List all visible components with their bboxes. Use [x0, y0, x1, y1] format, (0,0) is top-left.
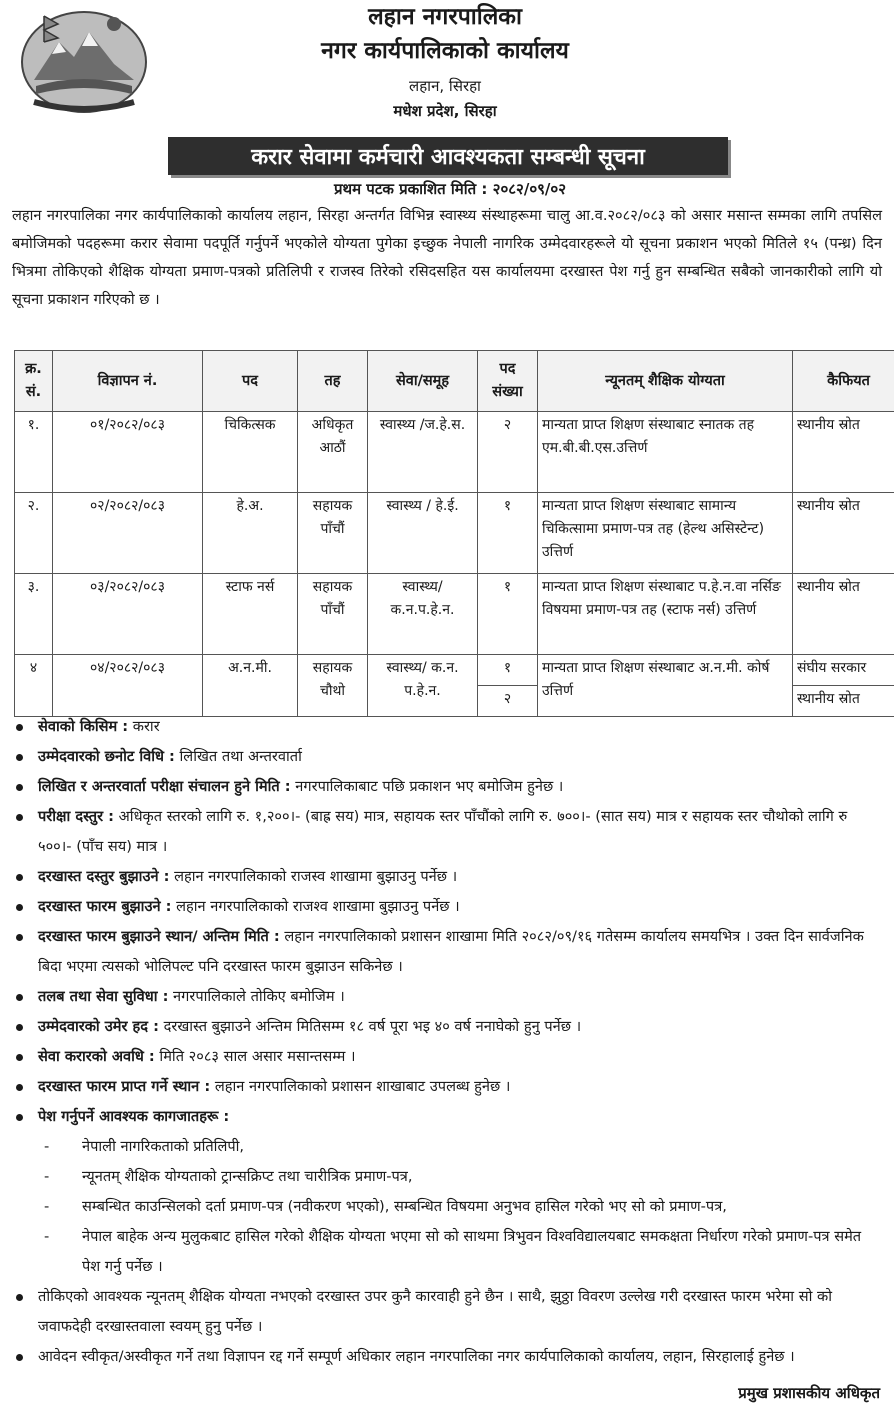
- vacancy-table: [14, 350, 894, 717]
- table-cell: हे.अ.: [203, 493, 298, 574]
- table-header: तह: [298, 351, 368, 412]
- note-text: तोकिएको आवश्यक न्यूनतम् शैक्षिक योग्यता नभएको दरखास्त उपर कुनै कारवाही हुने छैन । साथै, झुठ्ठा विवरण उल्लेख गरी दरखास्त फारम भरेमा सो को जवाफदेही दरखास्तवाला स्वयम् हुनु पर्नेछ ।: [38, 1288, 832, 1335]
- table-cell: ३.: [15, 574, 53, 655]
- signature-title: प्रमुख प्रशासकीय अधिकृत: [738, 1384, 880, 1402]
- document-text: न्यूनतम् शैक्षिक योग्यताको ट्रान्सक्रिप्ट तथा चारीत्रिक प्रमाण-पत्र,: [82, 1168, 413, 1185]
- table-cell: सहायक पाँचौं: [298, 574, 368, 655]
- item-text: लहान नगरपालिकाको राजश्व शाखामा बुझाउनु पर्नेछ ।: [171, 898, 460, 915]
- item-text: नगरपालिकाबाट पछि प्रकाशन भए बमोजिम हुनेछ ।: [290, 778, 564, 795]
- table-cell: स्थानीय स्रोत: [793, 574, 894, 655]
- table-header: न्यूनतम् शैक्षिक योग्यता: [538, 351, 793, 412]
- table-cell: १: [478, 655, 538, 686]
- item-label: लिखित र अन्तरवार्ता परीक्षा संचालन हुने मिति :: [38, 778, 291, 795]
- table-cell: मान्यता प्राप्त शिक्षण संस्थाबाट प.हे.न.वा नर्सिङ विषयमा प्रमाण-पत्र तह (स्टाफ नर्स) उत्तिर्ण: [538, 574, 793, 655]
- table-header: पद संख्या: [478, 351, 538, 412]
- document-item: [12, 1162, 882, 1192]
- table-cell: ०१/२०८२/०८३: [53, 412, 203, 493]
- table-cell: मान्यता प्राप्त शिक्षण संस्थाबाट स्नातक तह एम.बी.बी.एस.उत्तिर्ण: [538, 412, 793, 493]
- bullet-icon: [16, 934, 23, 941]
- table-header: सेवा/समूह: [368, 351, 478, 412]
- bullet-icon: [16, 724, 23, 731]
- table-row: [15, 412, 894, 493]
- table-cell: २: [478, 412, 538, 493]
- bullet-icon: [16, 1294, 23, 1301]
- table-cell: १.: [15, 412, 53, 493]
- item-label: उम्मेदवारको उमेर हद :: [38, 1018, 159, 1035]
- list-item: [12, 1072, 882, 1102]
- table-cell: सहायक चौथो: [298, 655, 368, 717]
- notice-title: करार सेवामा कर्मचारी आवश्यकता सम्बन्धी सूचना: [168, 137, 728, 175]
- table-cell: स्टाफ नर्स: [203, 574, 298, 655]
- table-cell: १: [478, 574, 538, 655]
- bullet-icon: [16, 1054, 23, 1061]
- list-item: [12, 772, 882, 802]
- dash-icon: -: [44, 1138, 50, 1155]
- document-item: [12, 1132, 882, 1162]
- list-item: [12, 712, 882, 742]
- item-label: दरखास्त दस्तुर बुझाउने :: [38, 868, 170, 885]
- table-cell: संघीय सरकार: [793, 655, 894, 686]
- table-cell: सहायक पाँचौं: [298, 493, 368, 574]
- bullet-icon: [16, 754, 23, 761]
- item-text: लहान नगरपालिकाको राजस्व शाखामा बुझाउनु पर्नेछ ।: [169, 868, 458, 885]
- list-item: [12, 1042, 882, 1072]
- list-item: [12, 982, 882, 1012]
- item-label: पेश गर्नुपर्ने आवश्यक कागजातहरू :: [38, 1108, 230, 1125]
- item-label: उम्मेदवारको छनोट विधि :: [38, 748, 175, 765]
- list-item: [12, 1012, 882, 1042]
- bullet-icon: [16, 1114, 23, 1121]
- dash-icon: -: [44, 1168, 50, 1185]
- dash-icon: -: [44, 1198, 50, 1215]
- table-header-row: [15, 351, 894, 412]
- details-list: [12, 712, 882, 1372]
- list-item: [12, 1342, 882, 1372]
- table-row: [15, 493, 894, 574]
- table-cell: स्थानीय स्रोत: [793, 493, 894, 574]
- table-header: क्र. सं.: [15, 351, 53, 412]
- bullet-icon: [16, 1354, 23, 1361]
- table-header: विज्ञापन नं.: [53, 351, 203, 412]
- publish-date: प्रथम पटक प्रकाशित मिति : २०८२/०९/०२: [333, 180, 567, 198]
- item-label: परीक्षा दस्तुर :: [38, 808, 114, 825]
- document-item: [12, 1222, 882, 1282]
- table-cell: स्वास्थ्य/ क.न.प.हे.न.: [368, 574, 478, 655]
- item-label: तलब तथा सेवा सुविधा :: [38, 988, 169, 1005]
- item-label: दरखास्त फारम बुझाउने :: [38, 898, 172, 915]
- table-cell: चिकित्सक: [203, 412, 298, 493]
- note-text: आवेदन स्वीकृत/अस्वीकृत गर्ने तथा विज्ञापन रद्द गर्ने सम्पूर्ण अधिकार लहान नगरपालिका नगर कार्यपालिकाको कार्यालय, लहान, सिरहालाई हुनेछ ।: [38, 1348, 795, 1365]
- document-text: सम्बन्धित काउन्सिलको दर्ता प्रमाण-पत्र (नवीकरण भएको), सम्बन्धित विषयमा अनुभव हासिल गरेको भए सो को प्रमाण-पत्र,: [82, 1198, 727, 1215]
- list-item: [12, 802, 882, 862]
- office-name: नगर कार्यपालिकाको कार्यालय: [321, 38, 569, 64]
- item-label: सेवा करारको अवधि :: [38, 1048, 155, 1065]
- item-text: अधिकृत स्तरको लागि रु. १,२००।- (बाह्र सय) मात्र, सहायक स्तर पाँचौंको लागि रु. ७००।- (सात सय) मात्र र सहायक स्तर चौथोको लागि रु ५००।- (पाँच सय) मात्र ।: [38, 808, 848, 855]
- table-cell: १: [478, 493, 538, 574]
- item-label: दरखास्त फारम बुझाउने स्थान/ अन्तिम मिति :: [38, 928, 280, 945]
- list-item: [12, 1282, 882, 1342]
- province-name: मधेश प्रदेश, सिरहा: [393, 102, 497, 120]
- table-cell: स्थानीय स्रोत: [793, 686, 894, 717]
- bullet-icon: [16, 784, 23, 791]
- table-cell: ४: [15, 655, 53, 717]
- table-cell: ०४/२०८२/०८३: [53, 655, 203, 717]
- document-text: नेपाली नागरिकताको प्रतिलिपी,: [82, 1138, 245, 1155]
- list-item: [12, 922, 882, 982]
- dash-icon: -: [44, 1228, 50, 1245]
- table-row: [15, 574, 894, 655]
- bullet-icon: [16, 904, 23, 911]
- bullet-icon: [16, 1084, 23, 1091]
- table-cell: स्वास्थ्य /ज.हे.स.: [368, 412, 478, 493]
- office-location: लहान, सिरहा: [409, 77, 481, 95]
- government-emblem-icon: [14, 2, 154, 117]
- table-cell: अ.न.मी.: [203, 655, 298, 717]
- table-header: कैफियत: [793, 351, 894, 412]
- item-label: सेवाको किसिम :: [38, 718, 129, 735]
- bullet-icon: [16, 814, 23, 821]
- item-text: दरखास्त बुझाउने अन्तिम मितिसम्म १८ वर्ष पूरा भइ ४० वर्ष ननाघेको हुनु पर्नेछ ।: [158, 1018, 582, 1035]
- bullet-icon: [16, 994, 23, 1001]
- list-item: [12, 1102, 882, 1132]
- intro-paragraph: लहान नगरपालिका नगर कार्यपालिकाको कार्यालय लहान, सिरहा अन्तर्गत विभिन्न स्वास्थ्य संस्थाहरूमा चालु आ.व.२०८२/०८३ को असार मसान्त सम्मका लागि तपसिल बमोजिमको पदहरूमा करार सेवामा पदपूर्ति गर्नुपर्ने भएकोले योग्यता पुगेका इच्छुक नेपाली नागरिक उम्मेदवारहरूले यो सूचना प्रकाशन भएको मितिले १५ (पन्ध्र) दिन भित्रमा तोकिएको शैक्षिक योग्यता प्रमाण-पत्रको प्रतिलिपी र राजस्व तिरेको रसिदसहित यस कार्यालयमा दरखास्त पेश गर्नु हुन सम्बन्धित सबैको जानकारीको लागि यो सूचना प्रकाशन गरिएको छ ।: [12, 207, 882, 308]
- item-text: करार: [128, 718, 160, 735]
- table-cell: मान्यता प्राप्त शिक्षण संस्थाबाट सामान्य चिकित्सामा प्रमाण-पत्र तह (हेल्थ असिस्टेन्ट) उत्तिर्ण: [538, 493, 793, 574]
- table-cell: ०३/२०८२/०८३: [53, 574, 203, 655]
- document-text: नेपाल बाहेक अन्य मुलुकबाट हासिल गरेको शैक्षिक योग्यता भएमा सो को साथमा त्रिभुवन विश्वविद्यालयबाट समकक्षता निर्धारण गरेको प्रमाण-पत्र समेत पेश गर्नु पर्नेछ ।: [82, 1228, 862, 1275]
- table-cell: मान्यता प्राप्त शिक्षण संस्थाबाट अ.न.मी. कोर्ष उत्तिर्ण: [538, 655, 793, 717]
- bullet-icon: [16, 1024, 23, 1031]
- list-item: [12, 892, 882, 922]
- item-text: लहान नगरपालिकाको प्रशासन शाखामा मिति २०८२/०९/१६ गतेसम्म कार्यालय समयभित्र । उक्त दिन सार्वजनिक बिदा भएमा त्यसको भोलिपल्ट पनि दरखास्त फारम बुझाउन सकिनेछ ।: [38, 928, 864, 975]
- table-cell: अधिकृत आठौं: [298, 412, 368, 493]
- table-cell: २: [478, 686, 538, 717]
- list-item: [12, 742, 882, 772]
- table-cell: स्थानीय स्रोत: [793, 412, 894, 493]
- table-row: [15, 655, 894, 686]
- item-text: मिति २०८३ साल असार मसान्तसम्म ।: [154, 1048, 356, 1065]
- table-cell: ०२/२०८२/०८३: [53, 493, 203, 574]
- item-label: दरखास्त फारम प्राप्त गर्ने स्थान :: [38, 1078, 211, 1095]
- item-text: लिखित तथा अन्तरवार्ता: [174, 748, 302, 765]
- bullet-icon: [16, 874, 23, 881]
- item-text: लहान नगरपालिकाको प्रशासन शाखाबाट उपलब्ध हुनेछ ।: [210, 1078, 511, 1095]
- table-header: पद: [203, 351, 298, 412]
- municipality-name: लहान नगरपालिका: [368, 4, 522, 30]
- document-item: [12, 1192, 882, 1222]
- table-cell: स्वास्थ्य/ क.न. प.हे.न.: [368, 655, 478, 717]
- table-cell: २.: [15, 493, 53, 574]
- item-text: नगरपालिकाले तोकिए बमोजिम ।: [168, 988, 345, 1005]
- list-item: [12, 862, 882, 892]
- table-cell: स्वास्थ्य / हे.ई.: [368, 493, 478, 574]
